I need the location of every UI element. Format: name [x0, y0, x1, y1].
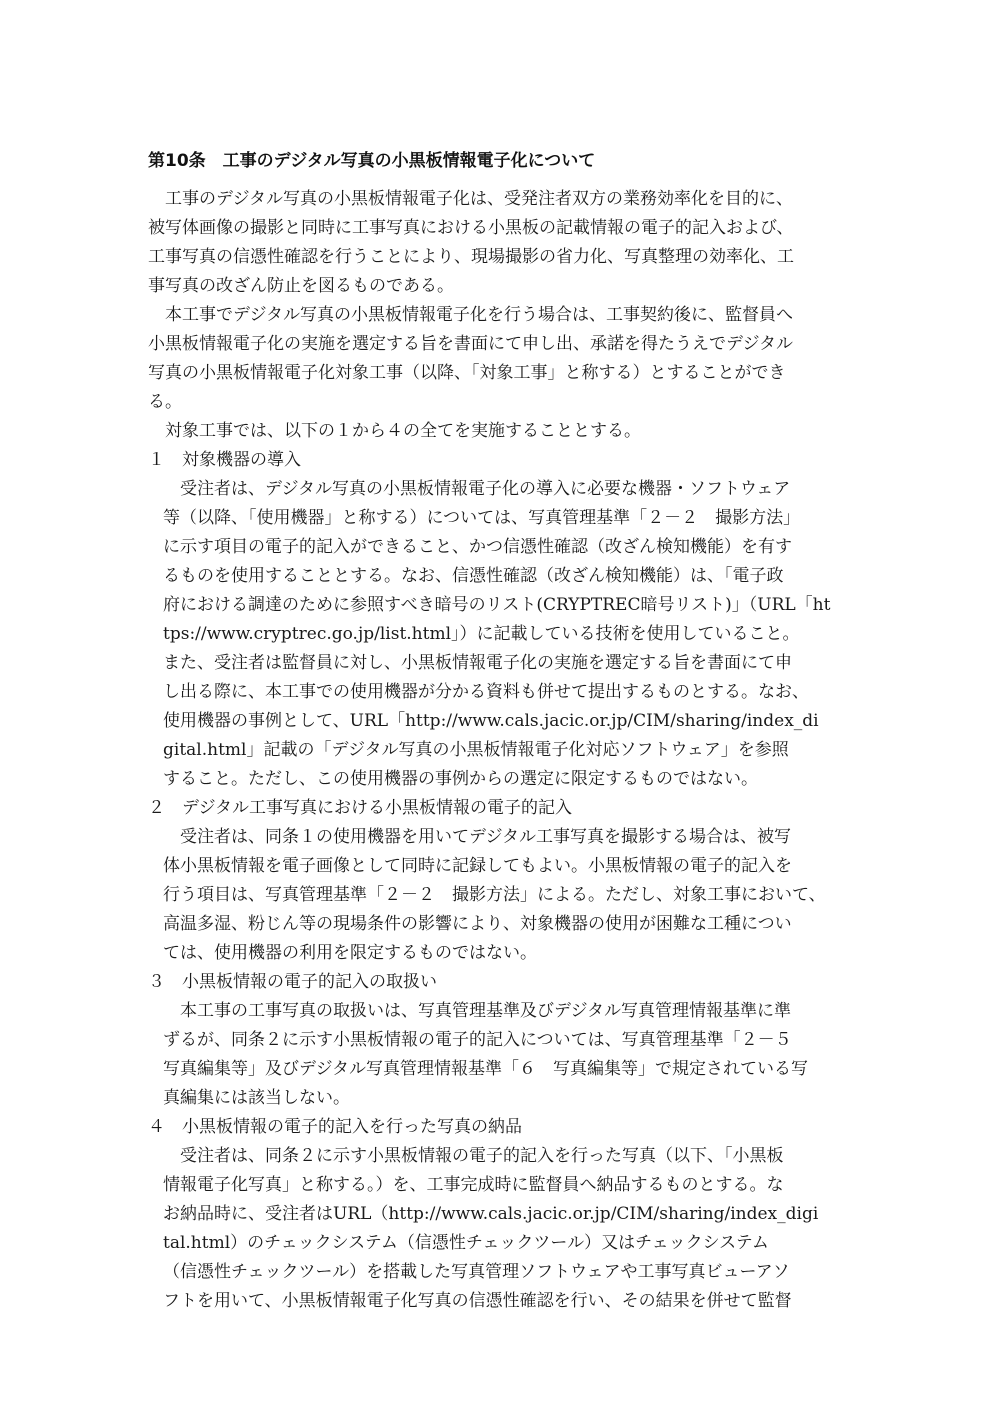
body-line: 等（以降、「使用機器」と称する）については、写真管理基準「２－２ 撮影方法」	[163, 508, 801, 528]
body-line: 工事のデジタル写真の小黒板情報電子化は、受発注者双方の業務効率化を目的に、	[148, 189, 793, 209]
body-line: るものを使用することとする。なお、信憑性確認（改ざん検知機能）は、「電子政	[163, 566, 784, 586]
body-line: に示す項目の電子的記入ができること、かつ信憑性確認（改ざん検知機能）を有す	[163, 537, 792, 557]
body-line: 使用機器の事例として、URL「http://www.cals.jacic.or.jp/CIM/sharing/index_di	[163, 711, 819, 731]
body-line: 写真編集等」及びデジタル写真管理情報基準「６ 写真編集等」で規定されている写	[163, 1059, 808, 1079]
body-line: gital.html」記載の「デジタル写真の小黒板情報電子化対応ソフトウェア」を参照	[163, 740, 789, 760]
body-line: 小黒板情報電子化の実施を選定する旨を書面にて申し出、承諾を得たうえでデジタル	[148, 334, 793, 354]
body-line: る。	[148, 392, 182, 412]
body-line: 受注者は、同条１の使用機器を用いてデジタル工事写真を撮影する場合は、被写	[163, 827, 791, 847]
body-line: 行う項目は、写真管理基準「２－２ 撮影方法」による。ただし、対象工事において、	[163, 885, 826, 905]
body-line: tps://www.cryptrec.go.jp/list.html」）に記載している技術を使用していること。	[163, 624, 800, 644]
body-line: 体小黒板情報を電子画像として同時に記録してもよい。小黒板情報の電子的記入を	[163, 856, 792, 876]
body-line: 事写真の改ざん防止を図るものである。	[148, 276, 454, 296]
body-line: （信憑性チェックツール）を搭載した写真管理ソフトウェアや工事写真ビューアソ	[163, 1262, 790, 1282]
body-line: 対象工事では、以下の１から４の全てを実施することとする。	[148, 421, 641, 441]
body-line: フトを用いて、小黒板情報電子化写真の信憑性確認を行い、その結果を併せて監督	[163, 1291, 792, 1311]
body-line: 本工事の工事写真の取扱いは、写真管理基準及びデジタル写真管理情報基準に準	[163, 1001, 791, 1021]
body-line: すること。ただし、この使用機器の事例からの選定に限定するものではない。	[163, 769, 758, 789]
body-line: ２ デジタル工事写真における小黒板情報の電子的記入	[148, 798, 572, 818]
body-line: １ 対象機器の導入	[148, 450, 301, 470]
body-line: 受注者は、同条２に示す小黒板情報の電子的記入を行った写真（以下、「小黒板	[163, 1146, 784, 1166]
body-line: 工事写真の信憑性確認を行うことにより、現場撮影の省力化、写真整理の効率化、工	[148, 247, 794, 267]
body-line: 真編集には該当しない。	[163, 1088, 350, 1108]
body-line: お納品時に、受注者はURL（http://www.cals.jacic.or.jp/CIM/sharing/index_digi	[163, 1204, 819, 1224]
body-line: ３ 小黒板情報の電子的記入の取扱い	[148, 972, 437, 992]
body-line: 受注者は、デジタル写真の小黒板情報電子化の導入に必要な機器・ソフトウェア	[163, 479, 791, 499]
body-line: ては、使用機器の利用を限定するものではない。	[163, 943, 537, 963]
body-line: 本工事でデジタル写真の小黒板情報電子化を行う場合は、工事契約後に、監督員へ	[148, 305, 793, 325]
body-line: し出る際に、本工事での使用機器が分かる資料も併せて提出するものとする。なお、	[163, 682, 809, 702]
body-line: 高温多湿、粉じん等の現場条件の影響により、対象機器の使用が困難な工種につい	[163, 914, 792, 934]
body-line: 情報電子化写真」と称する。）を、工事完成時に監督員へ納品するものとする。な	[163, 1175, 784, 1195]
body-line: tal.html）のチェックシステム（信憑性チェックツール）又はチェックシステム	[163, 1233, 769, 1253]
body-line: ４ 小黒板情報の電子的記入を行った写真の納品	[148, 1117, 522, 1137]
body-line: また、受注者は監督員に対し、小黒板情報電子化の実施を選定する旨を書面にて申	[163, 653, 792, 673]
body-line: 写真の小黒板情報電子化対象工事（以降、「対象工事」と称する）とすることができ	[148, 363, 786, 383]
body-line: 被写体画像の撮影と同時に工事写真における小黒板の記載情報の電子的記入および、	[148, 218, 794, 238]
body-line: 府における調達のために参照すべき暗号のリスト(CRYPTREC暗号リスト)」（URL「ht	[163, 595, 831, 615]
body-line: ずるが、同条２に示す小黒板情報の電子的記入については、写真管理基準「２－５	[163, 1030, 792, 1050]
article-heading: 第10条 工事のデジタル写真の小黒板情報電子化について	[148, 151, 596, 171]
